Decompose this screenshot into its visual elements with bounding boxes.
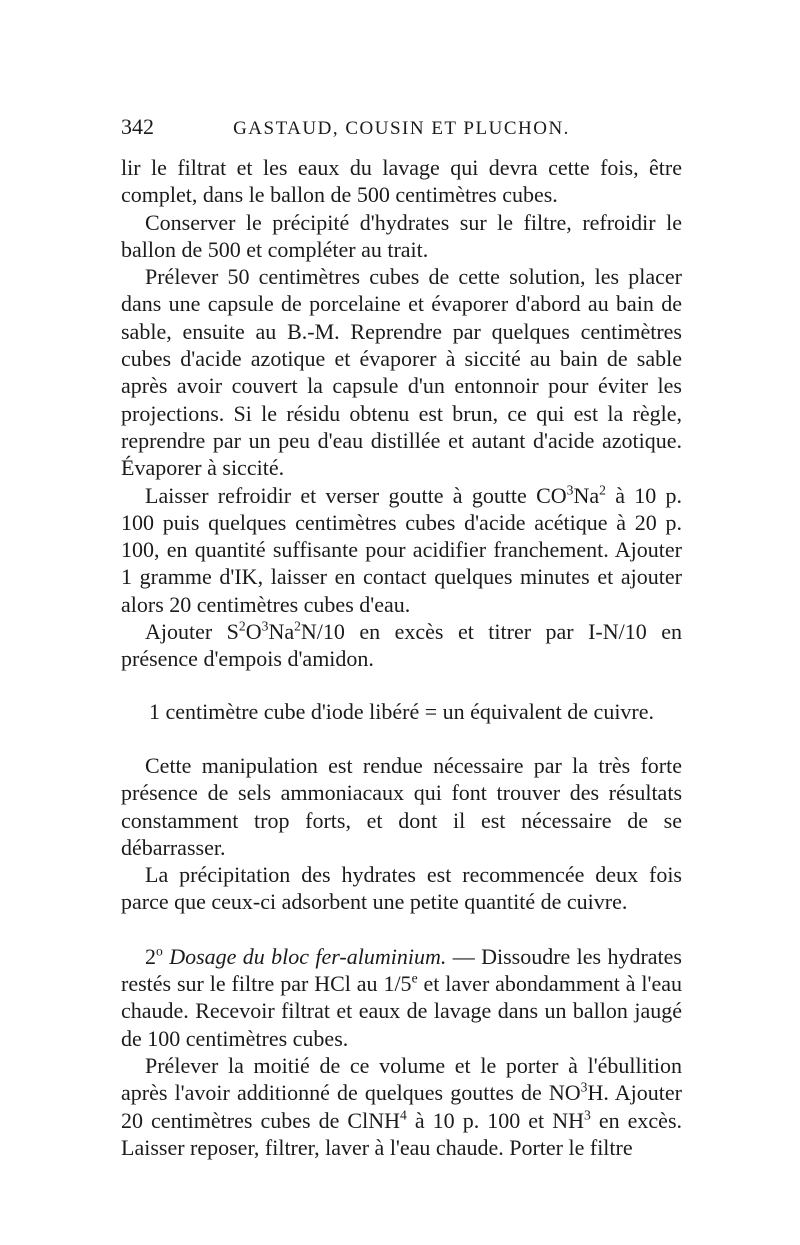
paragraph-ajouter-thiosulfate: Ajouter $S^2O^3Na^2N/10$ en excès et titrer par I-N/10 en présence d'empois d'amidon. (121, 618, 682, 672)
section-dosage-fer-aluminium: 2$^o$ Dosage du bloc fer-aluminium. — Dissoudre les hydrates restés sur le filtre par HCl au 1/5e et laver abondamment à l'eau chaude. Recevoir filtrat et eaux de lavage dans un ballon jaugé de 100 centimètres cubes. (121, 943, 682, 1051)
equivalence-formula: 1 centimètre cube d'iode libéré = un équivalent de cuivre. (148, 698, 655, 724)
paragraph-manipulation: Cette manipulation est rendue nécessaire par la très forte présence de sels ammoniacaux qui font trouver des résultats constamment trop forts, et dont il est nécessaire de se débarrasser. (121, 752, 682, 860)
paragraph-conserver: Conserver le précipité d'hydrates sur le filtre, refroidir le ballon de 500 et compléter au trait. (121, 209, 682, 262)
body-text (121, 154, 682, 1161)
paragraph-precipitation: La précipitation des hydrates est recommencée deux fois parce que ceux-ci adsorbent une petite quantité de cuivre. (121, 862, 682, 915)
page-number: 342 (121, 114, 154, 139)
paragraph-prelever-moitie: Prélever la moitié de ce volume et le porter à l'ébullition après l'avoir additionné de quelques gouttes de $NO^3H$. Ajouter 20 centimètres cubes de ClNH$^4$ à 10 p. 100 et $NH^3$ en excès. Laisser reposer, filtrer, laver à l'eau chaude. Porter le filtre (121, 1052, 683, 1160)
paragraph-laisser-refroidir: Laisser refroidir et verser goutte à goutte $CO^3Na^2$ à 10 p. 100 puis quelques centimètres cubes d'acide acétique à 20 p. 100, en quantité suffisante pour acidifier franchement. Ajouter 1 gramme d'IK, laisser en contact quelques minutes et ajouter alors 20 centimètres cubes d'eau. (121, 482, 682, 617)
paragraph-prelever: Prélever 50 centimètres cubes de cette solution, les placer dans une capsule de porcelaine et évaporer d'abord au bain de sable, ensuite au B.-M. Reprendre par quelques centimètres cubes d'acide azotique et évaporer à siccité au bain de sable après avoir couvert la capsule d'un entonnoir pour éviter les projections. Si le résidu obtenu est brun, ce qui est la règle, reprendre par un peu d'eau distillée et autant d'acide azotique. Évaporer à siccité. (121, 264, 682, 481)
page-header (121, 114, 682, 140)
running-title: GASTAUD, COUSIN ET PLUCHON. (233, 118, 570, 139)
section-title: Dosage du bloc fer-aluminium. (169, 943, 447, 969)
paragraph-continuation: lir le filtrat et les eaux du lavage qui devra cette fois, être complet, dans le ballon de 500 centimètres cubes. (121, 155, 682, 208)
